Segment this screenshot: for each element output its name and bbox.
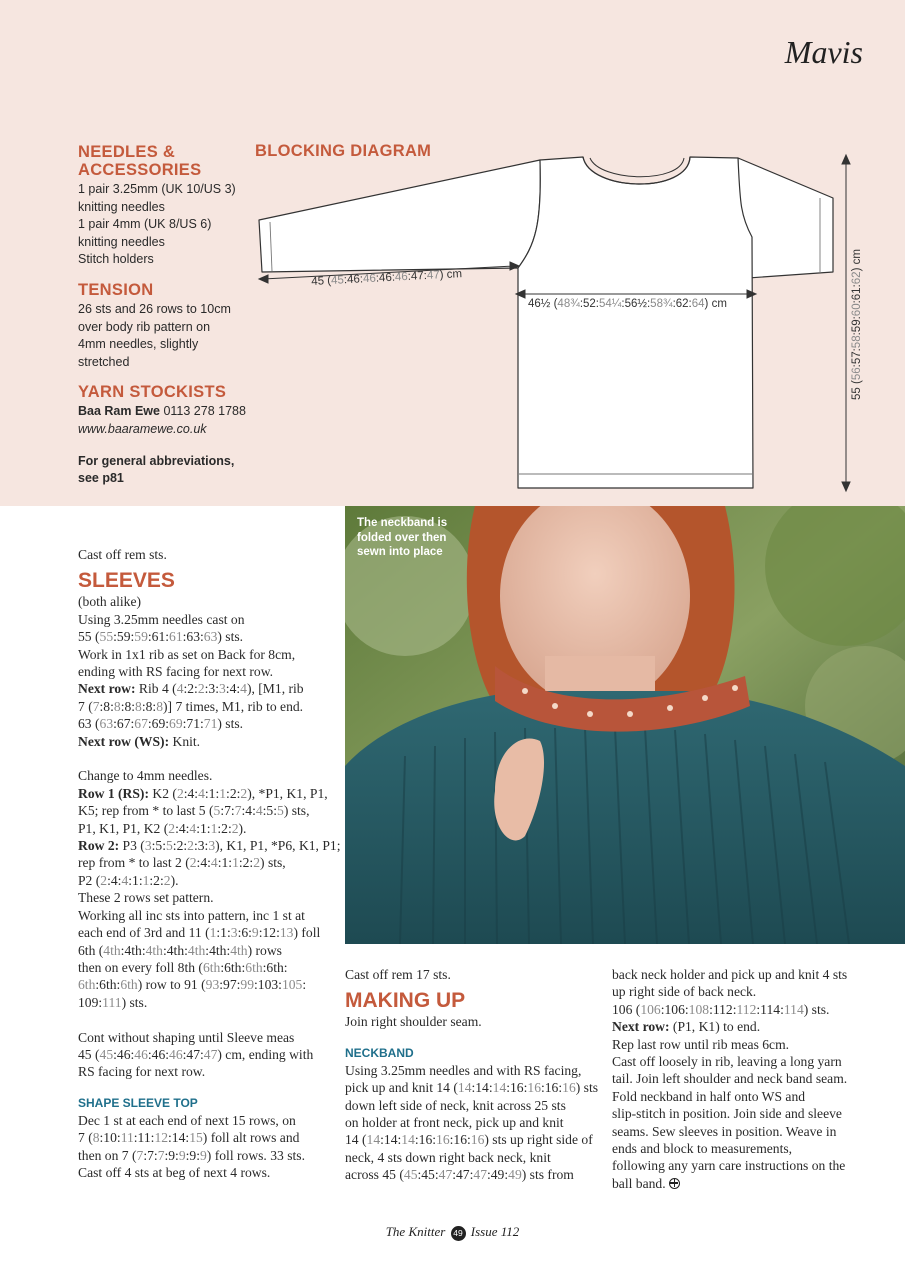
instruction-line: Join right shoulder seam. (345, 1014, 482, 1030)
instruction-line: slip-stitch in position. Join side and sleeve (612, 1106, 842, 1122)
instruction-line: P2 (2:4:4:1:1:2:2). (78, 872, 179, 888)
instruction-line: 6th (4th:4th:4th:4th:4th:4th:4th) rows (78, 942, 282, 958)
instruction-line: Row 1 (RS): K2 (2:4:4:1:1:2:2), *P1, K1, P1, (78, 785, 328, 801)
pattern-title: Mavis (784, 34, 863, 70)
instruction-line: Dec 1 st at each end of next 15 rows, on (78, 1112, 296, 1128)
end-mark-icon (669, 1178, 680, 1189)
instruction-line: Work in 1x1 rib as set on Back for 8cm, (78, 646, 296, 662)
instruction-line: Row 2: P3 (3:5:5:2:2:3:3), K1, P1, *P6, K1, P1; (78, 838, 341, 854)
instructions-column-2 (345, 966, 603, 1184)
instruction-line: Working all inc sts into pattern, inc 1 st at (78, 907, 305, 923)
instruction-line: then on 7 (7:7:7:9:9:9:9) foll rows. 33 sts. (78, 1147, 305, 1163)
instruction-line: 109:111) sts. (78, 994, 148, 1010)
instructions-column-1 (78, 546, 341, 1181)
instruction-line: down left side of neck, knit across 25 sts (345, 1097, 566, 1113)
instruction-line: Cast off rem sts. (78, 547, 167, 562)
model-photo (345, 506, 905, 944)
sleeve-measurement: 45 (45:46:46:46:46:47:47) cm (311, 268, 463, 288)
neckline-inner-trim (590, 158, 684, 177)
stockists-heading: YARN STOCKISTS (78, 383, 227, 402)
photo-caption: The neckband is folded over then sewn into place (357, 517, 448, 558)
instruction-line: K5; rep from * to last 5 (5:7:7:4:4:5:5) sts, (78, 803, 310, 819)
instruction-line: Change to 4mm needles. (78, 768, 213, 784)
instruction-line: 106 (106:106:108:112:112:114:114) sts. (612, 1001, 830, 1017)
stockist-url[interactable]: www.baaramewe.co.uk (78, 421, 207, 436)
instruction-line: Cont without shaping until Sleeve meas (78, 1029, 295, 1045)
instruction-line: 63 (63:67:67:69:69:71:71) sts. (78, 716, 244, 732)
tension-line: over body rib pattern on (78, 319, 211, 334)
accessory-line: 1 pair 4mm (UK 8/US 6) (78, 217, 212, 232)
tension-line: stretched (78, 354, 130, 369)
instruction-line: (both alike) (78, 594, 142, 610)
accessory-line: Stitch holders (78, 252, 154, 267)
instruction-line: ends and block to measurements, (612, 1141, 793, 1157)
instruction-line: Next row: (P1, K1) to end. (612, 1019, 761, 1035)
instruction-line: Using 3.25mm needles and with RS facing, (345, 1062, 582, 1078)
accessory-line: knitting needles (78, 234, 165, 249)
length-measurement: 55 (56:57:58:59:60:61:62) cm (851, 249, 863, 400)
accessory-line: 1 pair 3.25mm (UK 10/US 3) (78, 182, 236, 196)
instruction-line: ball band. (612, 1175, 872, 1192)
making-up-heading: MAKING UP (345, 989, 466, 1013)
magazine-name: The Knitter (385, 1224, 446, 1239)
instruction-line: Rep last row until rib meas 6cm. (612, 1036, 790, 1052)
tension-heading: TENSION (78, 280, 154, 299)
accessories-heading: NEEDLES & ACCESSORIES (78, 143, 202, 179)
instruction-line: following any yarn care instructions on the (612, 1158, 846, 1174)
instruction-line: ending with RS facing for next row. (78, 664, 274, 680)
length-arrow-head-bottom (842, 482, 850, 491)
instruction-line: 45 (45:46:46:46:46:47:47) cm, ending with (78, 1046, 314, 1062)
instruction-line: 6th:6th:6th) row to 91 (93:97:99:103:105: (78, 977, 307, 993)
photo-illustration (345, 506, 905, 944)
instruction-line: Cast off 4 sts at beg of next 4 rows. (78, 1164, 271, 1180)
left-sleeve-outline (259, 160, 540, 272)
instruction-line: each end of 3rd and 11 (1:1:3:6:9:12:13) foll (78, 925, 321, 941)
instruction-line: These 2 rows set pattern. (78, 890, 214, 906)
abbreviations-note: For general abbreviations, see p81 (78, 453, 235, 486)
instruction-line: RS facing for next row. (78, 1064, 206, 1080)
tension-line: 4mm needles, slightly (78, 337, 199, 352)
tension-line: 26 sts and 26 rows to 10cm (78, 301, 231, 316)
instruction-line: back neck holder and pick up and knit 4 sts (612, 967, 848, 982)
instruction-line: 7 (7:8:8:8:8:8:8)] 7 times, M1, rib to end. (78, 698, 304, 714)
stockist-phone: 0113 278 1788 (159, 404, 246, 419)
length-arrow-head-top (842, 155, 850, 164)
shape-sleeve-top-heading: SHAPE SLEEVE TOP (78, 1095, 198, 1110)
issue-number: Issue 112 (470, 1224, 520, 1239)
neckband-heading: NECKBAND (345, 1045, 414, 1060)
instruction-line: up right side of back neck. (612, 984, 757, 1000)
instruction-line: across 45 (45:45:47:47:47:49:49) sts from (345, 1167, 574, 1183)
instruction-line: 55 (55:59:59:61:61:63:63) sts. (78, 629, 244, 645)
instruction-line: Next row (WS): Knit. (78, 733, 201, 749)
instruction-line: neck, 4 sts down right back neck, knit (345, 1149, 551, 1165)
instruction-line: 7 (8:10:11:11:12:14:15) foll alt rows and (78, 1130, 300, 1146)
instruction-line: Using 3.25mm needles cast on (78, 611, 245, 627)
instruction-line: Cast off rem 17 sts. (345, 967, 451, 982)
instructions-column-3 (612, 966, 872, 1192)
instruction-line: 14 (14:14:14:16:16:16:16) sts up right side of (345, 1132, 593, 1148)
instruction-line: tail. Join left shoulder and neck band seam. (612, 1071, 848, 1087)
body-outline (518, 157, 753, 488)
page-footer (0, 1224, 905, 1241)
sleeves-heading: SLEEVES (78, 569, 175, 593)
page-number: 49 (451, 1226, 466, 1241)
stockist-name: Baa Ram Ewe (78, 404, 160, 419)
sweater-diagram (0, 0, 905, 506)
instruction-line: rep from * to last 2 (2:4:4:1:1:2:2) sts, (78, 855, 286, 871)
sleeve-arrow-head-left (259, 275, 268, 283)
instruction-line: Fold neckband in half onto WS and (612, 1088, 806, 1104)
chest-measurement: 46½ (48¾:52:54¼:56½:58¾:62:64) cm (528, 298, 727, 310)
accessory-line: knitting needles (78, 199, 165, 214)
instruction-line: Next row: Rib 4 (4:2:2:3:3:4:4), [M1, rib (78, 681, 304, 697)
instruction-line: Cast off loosely in rib, leaving a long yarn (612, 1054, 842, 1070)
blocking-diagram-title: BLOCKING DIAGRAM (255, 142, 432, 160)
instruction-line: then on every foll 8th (6th:6th:6th:6th: (78, 959, 288, 975)
instruction-line: seams. Sew sleeves in position. Weave in (612, 1123, 837, 1139)
instruction-line: on holder at front neck, pick up and knit (345, 1115, 564, 1131)
instruction-line: P1, K1, P1, K2 (2:4:4:1:1:2:2). (78, 820, 247, 836)
instruction-line: pick up and knit 14 (14:14:14:16:16:16:16) sts (345, 1080, 599, 1096)
